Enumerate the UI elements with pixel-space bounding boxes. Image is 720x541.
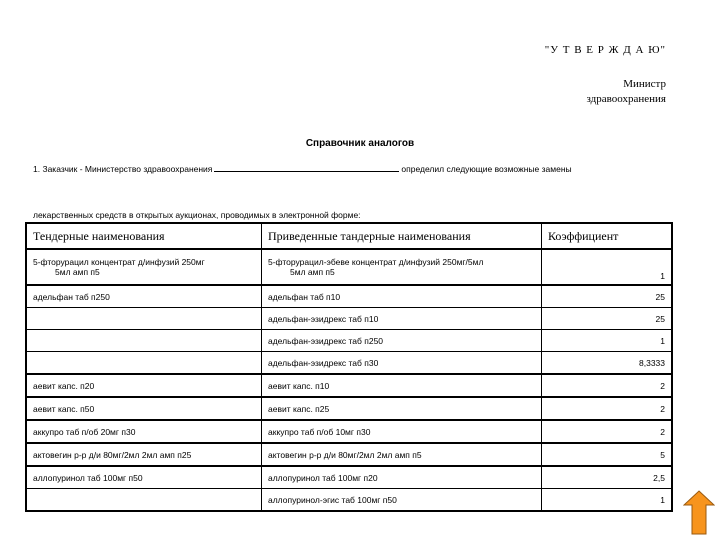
tender-cell: аевит капс. п50 xyxy=(26,397,262,420)
tender-text-cont: 5мл амп п5 xyxy=(55,267,100,277)
scroll-up-arrow-button[interactable] xyxy=(683,490,715,541)
analog-cell: аллопуринол-эгис таб 100мг п50 xyxy=(262,489,542,512)
coefficient-cell: 2 xyxy=(542,374,673,397)
minister-signature-block xyxy=(587,77,666,107)
intro-line-2: лекарственных средств в открытых аукционах, проводимых в электронной форме: xyxy=(33,210,361,220)
tender-cell xyxy=(26,249,262,285)
table-row xyxy=(26,249,672,285)
analog-cell: аллопуринол таб 100мг п20 xyxy=(262,466,542,489)
minister-title: Министр xyxy=(623,78,666,90)
analog-text: 5-фторурацил-эбеве концентрат д/инфузий 250мг/5мл xyxy=(268,257,484,267)
coefficient-cell: 1 xyxy=(542,330,673,352)
coefficient-cell: 2,5 xyxy=(542,466,673,489)
analog-cell: аевит капс. п25 xyxy=(262,397,542,420)
analog-cell: адельфан таб п10 xyxy=(262,285,542,308)
tender-cell: аевит капс. п20 xyxy=(26,374,262,397)
minister-department: здравоохранения xyxy=(586,93,666,105)
coefficient-cell: 2 xyxy=(542,420,673,443)
tender-cell xyxy=(26,330,262,352)
tender-cell xyxy=(26,489,262,512)
analog-cell: аевит капс. п10 xyxy=(262,374,542,397)
document-title: Справочник аналогов xyxy=(305,138,415,149)
header-tender: Тендерные наименования xyxy=(26,223,262,249)
coefficient-cell: 25 xyxy=(542,308,673,330)
intro-part-1: 1. Заказчик - Министерство здравоохранения xyxy=(33,164,213,174)
tender-cell xyxy=(26,308,262,330)
analog-cell: адельфан-эзидрекс таб п250 xyxy=(262,330,542,352)
analog-cell xyxy=(262,249,542,285)
intro-line-1 xyxy=(33,163,572,174)
tender-cell: актовегин р-р д/и 80мг/2мл 2мл амп п25 xyxy=(26,443,262,466)
coefficient-cell: 25 xyxy=(542,285,673,308)
analog-text-cont: 5мл амп п5 xyxy=(290,267,335,277)
arrow-up-icon xyxy=(683,490,715,536)
table-row xyxy=(26,443,672,466)
table-row xyxy=(26,285,672,308)
table-row xyxy=(26,308,672,330)
tender-cell: аллопуринол таб 100мг п50 xyxy=(26,466,262,489)
coefficient-cell: 8,3333 xyxy=(542,352,673,375)
coefficient-cell: 2 xyxy=(542,397,673,420)
table-row xyxy=(26,374,672,397)
analog-cell: адельфан-эзидрекс таб п30 xyxy=(262,352,542,375)
analog-cell: аккупро таб п/об 10мг п30 xyxy=(262,420,542,443)
analog-cell: адельфан-эзидрекс таб п10 xyxy=(262,308,542,330)
table-row xyxy=(26,420,672,443)
table-row xyxy=(26,352,672,375)
table-row xyxy=(26,397,672,420)
coefficient-cell: 5 xyxy=(542,443,673,466)
table-row xyxy=(26,466,672,489)
header-analog: Приведенные тандерные наименования xyxy=(262,223,542,249)
tender-cell: аккупро таб п/об 20мг п30 xyxy=(26,420,262,443)
coefficient-cell: 1 xyxy=(542,489,673,512)
analogs-table xyxy=(25,222,673,512)
coefficient-cell: 1 xyxy=(542,249,673,285)
intro-part-2: определил следующие возможные замены xyxy=(401,164,572,174)
analog-cell: актовегин р-р д/и 80мг/2мл 2мл амп п5 xyxy=(262,443,542,466)
tender-cell: адельфан таб п250 xyxy=(26,285,262,308)
approve-heading: "У Т В Е Р Ж Д А Ю" xyxy=(544,44,666,56)
tender-cell xyxy=(26,352,262,375)
header-coefficient: Коэффициент xyxy=(542,223,673,249)
blank-field xyxy=(214,163,399,172)
table-row xyxy=(26,489,672,512)
table-header xyxy=(26,223,672,249)
tender-text: 5-фторурацил концентрат д/инфузий 250мг xyxy=(33,257,205,267)
table-row xyxy=(26,330,672,352)
